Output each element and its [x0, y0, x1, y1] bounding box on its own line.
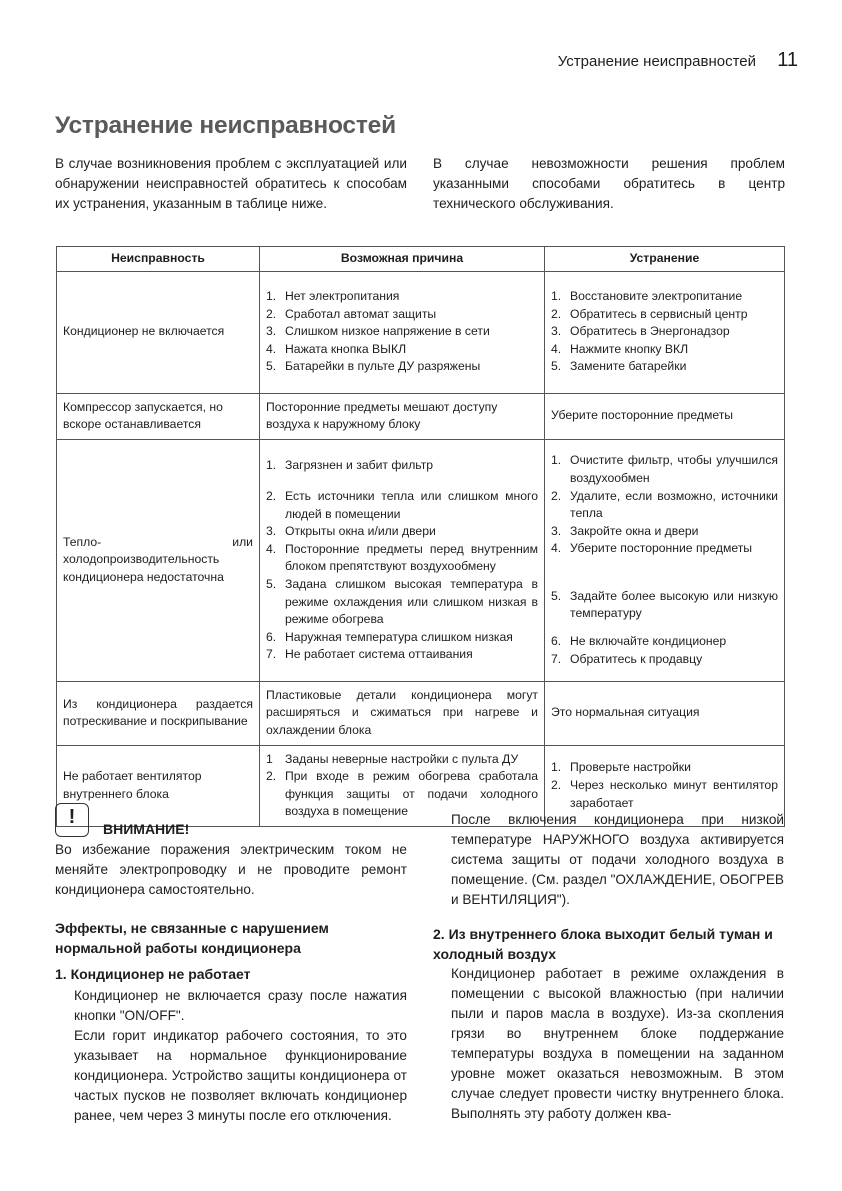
list-item: 3. Обратитесь в Энергонадзор — [551, 324, 730, 339]
table-row — [57, 681, 785, 745]
list-item: 3. Слишком низкое напряжение в сети — [266, 324, 490, 339]
cause-cell — [260, 439, 545, 681]
right-paragraph: После включения кондиционера при низкой температуре НАРУЖНОГО воздуха активируется система защиты от подачи холодного воздуха в помещение. (См. раздел "ОХЛАЖДЕНИЕ, ОБОГРЕВ и ВЕНТИЛЯЦИЯ"). — [451, 812, 784, 907]
list-item: 1. Загрязнен и забит фильтр — [266, 457, 434, 472]
item2-heading: 2. Из внутреннего блока выходит белый туман и холодный воздух — [433, 926, 773, 962]
list-item: 5. Батарейки в пульте ДУ разряжены — [266, 359, 481, 374]
list-item: 1. Восстановите электропитание — [551, 289, 743, 304]
intro-paragraph-left: В случае возникновения проблем с эксплуатацией или обнаружении неисправностей обратитесь к способам их устранения, указанным в таблице ниже. — [55, 156, 407, 211]
item1-heading: 1. Кондиционер не работает — [55, 966, 251, 982]
cause-cell: Посторонние предметы мешают доступу воздуха к наружному блоку — [260, 393, 545, 439]
list-item: 2. Удалите, если возможно, источники тепла — [551, 488, 778, 521]
list-item: 6. Наружная температура слишком низкая — [266, 629, 513, 644]
list-item: 7. Не работает система оттаивания — [266, 647, 473, 662]
list-item: 5. Задана слишком высокая температура в режиме охлаждения или слишком низкая в режиме обогрева — [266, 577, 538, 627]
item1-text — [74, 986, 407, 1126]
table-header-row — [57, 247, 785, 272]
item2-text: Кондиционер работает в режиме охлаждения в помещении с высокой влажностью (при наличии пыли и паров масла в воздухе). Из-за скопления грязи во внутреннем блоке поддержание температуры воздуха в помещении на заданном уровне может оказаться невозможным. В этом случае следует провести чистку внутреннего блока. Выполнять эту работу должен ква- — [451, 966, 784, 1121]
column-header: Возможная причина — [260, 247, 545, 272]
fix-cell — [545, 439, 785, 681]
list-item: 5. Замените батарейки — [551, 359, 687, 374]
table-row — [57, 393, 785, 439]
troubleshooting-table — [56, 246, 785, 827]
intro-paragraph-right: В случае невозможности решения проблем указанными способами обратитесь в центр технического обслуживания. — [433, 156, 785, 211]
list-item: 1. Нет электропитания — [266, 289, 400, 304]
fix-cell: Уберите посторонние предметы — [545, 393, 785, 439]
list-item: 1. Проверьте настройки — [551, 760, 691, 775]
list-item: 2. Есть источники тепла или слишком много людей в помещении — [266, 489, 538, 521]
fix-cell: Это нормальная ситуация — [545, 681, 785, 745]
list-item: 1 Заданы неверные настройки с пульта ДУ — [266, 751, 519, 766]
warning-text: Во избежание поражения электрическим током не меняйте электропроводку и не проводите ремонт кондиционера самостоятельно. — [55, 842, 407, 897]
table-row — [57, 439, 785, 681]
warning-icon: ! — [55, 803, 89, 837]
running-header-title: Устранение неисправностей — [557, 53, 756, 70]
fix-cell — [545, 271, 785, 393]
fault-cell: Кондиционер не включается — [57, 271, 260, 393]
page-title: Устранение неисправностей — [55, 112, 396, 139]
fault-cell: Компрессор запускается, но вскоре останавливается — [57, 393, 260, 439]
list-item: 5. Задайте более высокую или низкую температуру — [551, 588, 778, 621]
list-item: 6. Не включайте кондиционер — [551, 634, 727, 649]
page-number: 11 — [777, 49, 798, 71]
list-item: 4. Нажата кнопка ВЫКЛ — [266, 341, 407, 356]
column-header: Устранение — [545, 247, 785, 272]
cause-cell — [260, 271, 545, 393]
list-item: 1. Очистите фильтр, чтобы улучшился воздухообмен — [551, 453, 778, 485]
fault-cell: Тепло- или холодопроизводительность кондиционера недостаточна — [57, 439, 260, 681]
list-item: 4. Посторонние предметы перед внутренним блоком препятствуют воздухообмену — [266, 541, 538, 574]
list-item: 2. При входе в режим обогрева сработала функция защиты от подачи холодного воздуха в помещение — [266, 769, 538, 819]
list-item: 3. Закройте окна и двери — [551, 523, 699, 538]
list-item: 4. Нажмите кнопку ВКЛ — [551, 341, 689, 356]
column-header: Неисправность — [57, 247, 260, 272]
list-item: 2. Через несколько минут вентилятор заработает — [551, 777, 778, 810]
item1-paragraph-1: Кондиционер не включается сразу после нажатия кнопки "ON/OFF". — [74, 988, 407, 1023]
fault-cell: Из кондиционера раздается потрескивание и поскрипывание — [57, 681, 260, 745]
fault-cell: Не работает вентилятор внутреннего блока — [57, 745, 260, 826]
cause-cell: Пластиковые детали кондиционера могут расширяться и сжиматься при нагреве и охлаждении блока — [260, 681, 545, 745]
table-row — [57, 271, 785, 393]
list-item: 4. Уберите посторонние предметы — [551, 541, 753, 556]
list-item: 3. Открыты окна и/или двери — [266, 524, 436, 539]
effects-heading: Эффекты, не связанные с нарушением нормальной работы кондиционера — [55, 920, 329, 956]
list-item: 2. Сработал автомат защиты — [266, 306, 437, 321]
list-item: 7. Обратитесь к продавцу — [551, 651, 703, 666]
list-item: 2. Обратитесь в сервисный центр — [551, 306, 748, 321]
warning-heading: ВНИМАНИЕ! — [103, 821, 190, 837]
item1-paragraph-2: Если горит индикатор рабочего состояния, то это указывает на нормальное функционирование кондиционера. Устройство защиты кондиционера от частых пусков не позволяет включать кондиционер ранее, чем через 3 минуты после его отключения. — [74, 1028, 407, 1123]
